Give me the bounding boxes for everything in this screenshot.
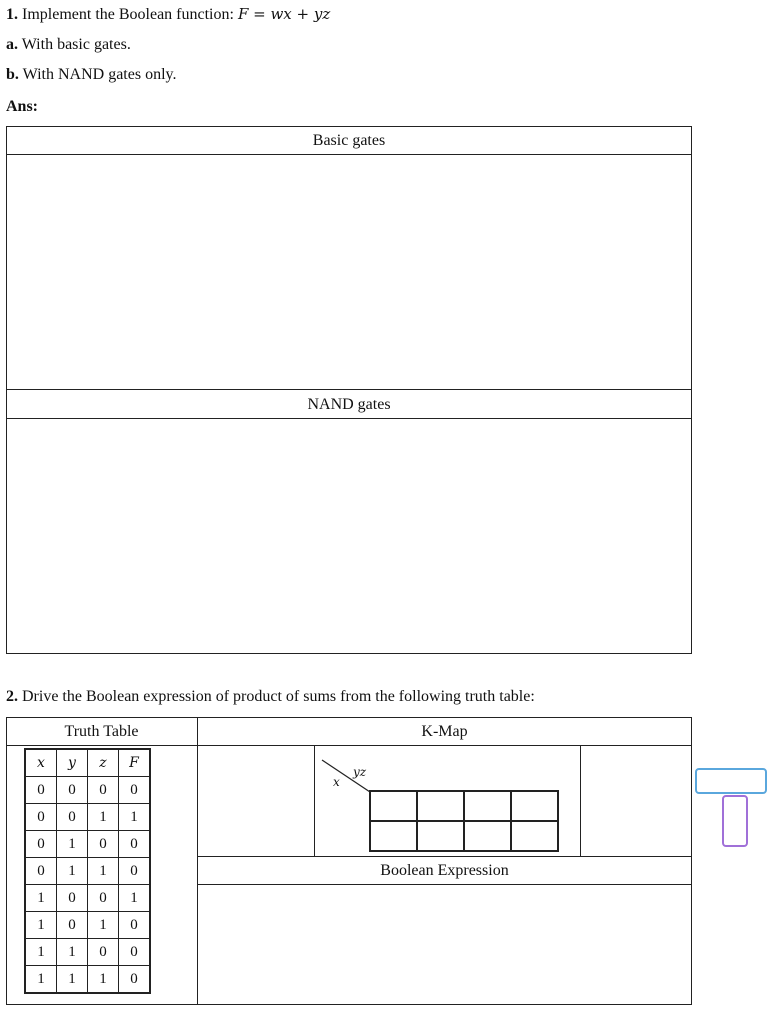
truth-table-row: [25, 885, 150, 912]
basic-gates-answer-area[interactable]: [7, 155, 691, 388]
truth-table-cell: 1: [88, 912, 119, 939]
truth-table-row: [25, 939, 150, 966]
truth-table-cell: 1: [57, 966, 88, 994]
truth-table-cell: 0: [25, 858, 57, 885]
kmap-col-var: yz: [353, 765, 367, 779]
truth-table-row: [25, 912, 150, 939]
ans-label-text: Ans:: [6, 98, 39, 115]
truth-table-cell: 0: [88, 885, 119, 912]
basic-gates-title: Basic gates: [312, 132, 386, 149]
kmap-cell[interactable]: [370, 821, 417, 851]
nand-gates-top-divider: [6, 389, 692, 390]
truth-table-cell: 1: [88, 804, 119, 831]
kmap-right-border: [580, 745, 581, 856]
q2-text: Drive the Boolean expression of product of sums from the following truth table:: [22, 688, 535, 705]
kmap-title: K-Map: [421, 723, 468, 740]
truth-table-cell: 0: [57, 804, 88, 831]
kmap-cell[interactable]: [511, 821, 558, 851]
truth-table-row: [25, 966, 150, 994]
truth-table-cell: 1: [119, 804, 151, 831]
truth-table-header-row: [25, 749, 150, 777]
kmap-cell[interactable]: [511, 791, 558, 821]
q1-formula: F = wx + yz: [237, 5, 331, 23]
kmap-corner-diagonal: [320, 758, 375, 796]
kmap-left-border: [314, 745, 315, 856]
truth-table: [24, 748, 151, 994]
q1-statement: [6, 4, 330, 25]
truth-table-cell: 1: [57, 939, 88, 966]
q2-header-divider: [6, 745, 692, 746]
q1-part-a-label: a.: [6, 36, 18, 53]
truth-table-cell: 0: [25, 777, 57, 804]
truth-table-cell: 0: [57, 912, 88, 939]
truth-table-cell: 0: [119, 777, 151, 804]
kmap-row-var: x: [333, 775, 340, 789]
truth-table-cell: 1: [25, 885, 57, 912]
truth-table-header-cell: F: [119, 749, 151, 777]
kmap-bottom-divider: [197, 856, 692, 857]
truth-table-cell: 0: [57, 777, 88, 804]
truth-table-cell: 0: [119, 858, 151, 885]
truth-table-cell: 0: [88, 777, 119, 804]
kmap-cell[interactable]: [464, 821, 511, 851]
kmap-cell[interactable]: [417, 821, 464, 851]
truth-table-cell: 1: [119, 885, 151, 912]
truth-table-cell: 1: [88, 858, 119, 885]
q2-number: 2.: [6, 688, 18, 705]
q1-part-b-text: With NAND gates only.: [22, 66, 177, 83]
truth-table-cell: 0: [25, 804, 57, 831]
truth-table-title: Truth Table: [64, 723, 139, 740]
truth-table-cell: 0: [88, 939, 119, 966]
truth-table-row: [25, 831, 150, 858]
q1-number: 1.: [6, 6, 18, 23]
nand-gates-answer-area[interactable]: [7, 419, 691, 652]
truth-table-cell: 0: [119, 831, 151, 858]
text-cursor-handle[interactable]: [722, 795, 748, 847]
boolean-expression-title: Boolean Expression: [380, 862, 509, 879]
q1-part-b: [6, 65, 176, 85]
truth-table-cell: 0: [119, 912, 151, 939]
truth-table-cell: 1: [88, 966, 119, 994]
q1-text: Implement the Boolean function:: [22, 6, 234, 23]
kmap-cell[interactable]: [370, 791, 417, 821]
q1-part-b-label: b.: [6, 66, 19, 83]
kmap-cell[interactable]: [464, 791, 511, 821]
truth-table-cell: 0: [25, 831, 57, 858]
q1-part-a-text: With basic gates.: [21, 36, 131, 53]
truth-table-cell: 1: [57, 831, 88, 858]
truth-table-cell: 0: [119, 966, 151, 994]
truth-table-row: [25, 804, 150, 831]
nand-gates-title: NAND gates: [307, 396, 391, 413]
truth-table-cell: 1: [57, 858, 88, 885]
ans-label: [6, 97, 38, 117]
truth-table-row: [25, 858, 150, 885]
boolean-expression-answer-area[interactable]: [198, 885, 691, 1004]
kmap-cell[interactable]: [417, 791, 464, 821]
kmap-row: [370, 791, 558, 821]
truth-table-cell: 1: [25, 912, 57, 939]
truth-table-cell: 0: [88, 831, 119, 858]
truth-table-cell: 0: [57, 885, 88, 912]
truth-table-cell: 0: [119, 939, 151, 966]
text-box-handle[interactable]: [695, 768, 767, 794]
q2-statement: [6, 687, 535, 707]
kmap-row: [370, 821, 558, 851]
q1-part-a: [6, 35, 131, 55]
truth-table-row: [25, 777, 150, 804]
truth-table-cell: 1: [25, 966, 57, 994]
kmap-grid: [369, 790, 559, 852]
truth-table-header-cell: y: [57, 749, 88, 777]
truth-table-header-cell: z: [88, 749, 119, 777]
truth-table-header-cell: x: [25, 749, 57, 777]
truth-table-cell: 1: [25, 939, 57, 966]
